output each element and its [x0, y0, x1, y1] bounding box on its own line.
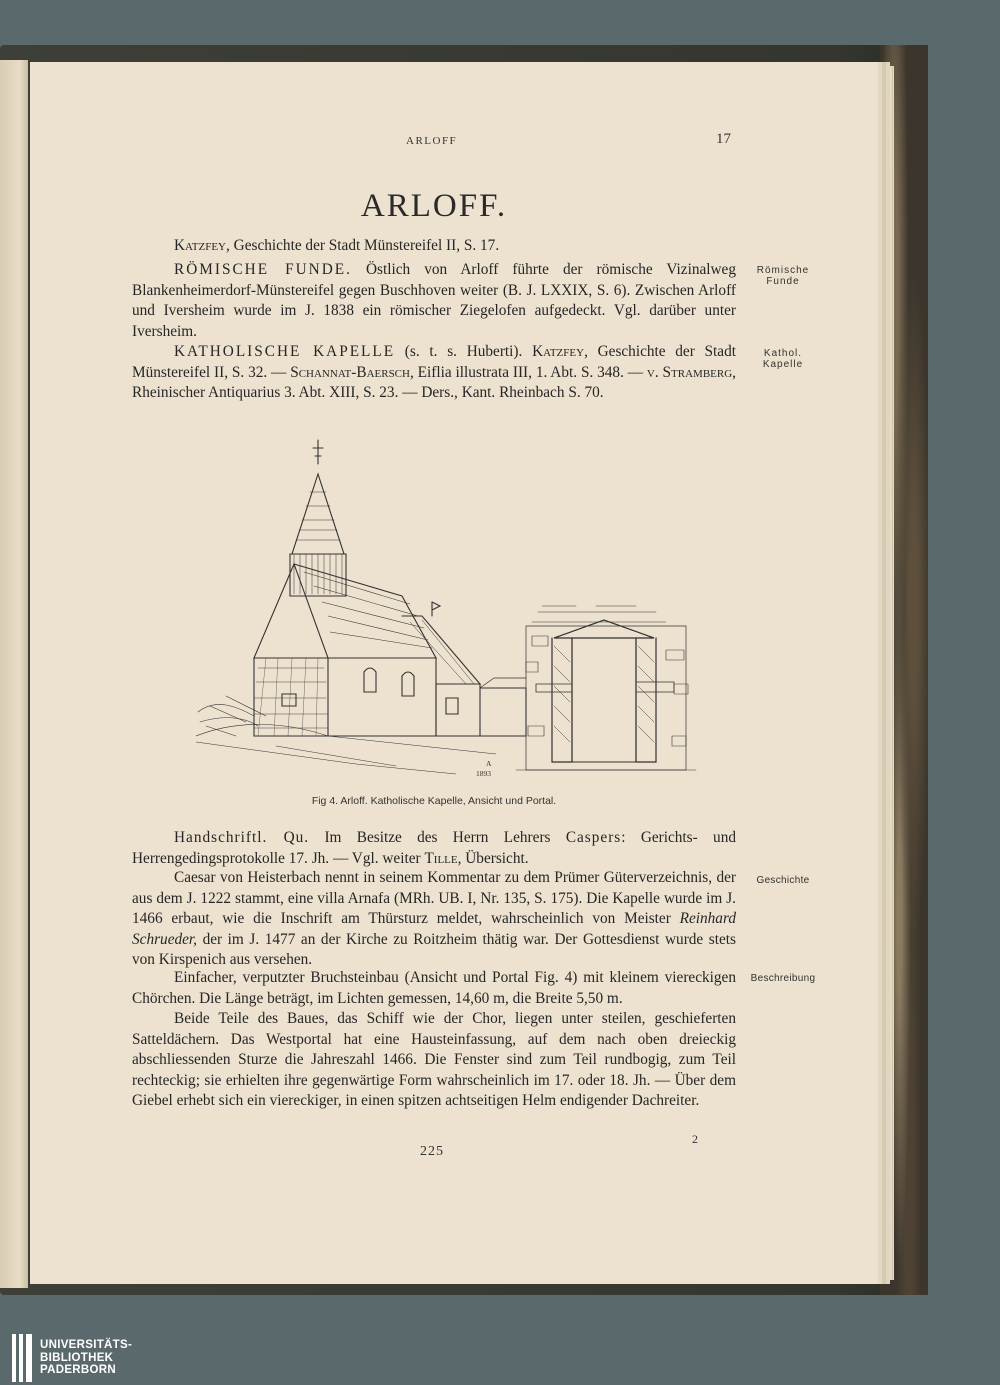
author-name: Schannat-Baersch — [290, 363, 410, 381]
margin-note-chapel — [752, 348, 814, 370]
chapel-view-drawing — [196, 440, 526, 774]
paragraph-roofs: Beide Teile des Baues, das Schiff wie der Chor, liegen unter steilen, geschieferten Satteldächern. Das Westportal hat eine Hausteinfassung, auf dem nach oben dreieckig abschliessenden Sturze die Jahreszahl 1466. Die Fenster sind zum Teil rundbogig, zum Teil rechteckig; sie erhielten ihre gegenwärtige Form wahrscheinlich im 17. oder 18. Jh. — Über dem Giebel erhebt sich ein viereckiger, in einen spitzen achtseitigen Helm endigender Dachreiter. — [132, 1010, 736, 1110]
margin-note-line: Kapelle — [762, 359, 804, 370]
margin-note-history: Geschichte — [756, 875, 810, 886]
paragraph-text: , Geschichte der Stadt Münstereifel II, S. 32. — — [132, 343, 736, 381]
paragraph-text: , Geschichte der Stadt Münstereifel II, S. 17. — [226, 237, 500, 254]
paragraph-text: (s. t. s. Huberti). — [395, 343, 533, 360]
author-name: Tille — [424, 849, 458, 867]
paragraph-bibliography — [132, 236, 736, 257]
section-lead: KATHOLISCHE KAPELLE — [174, 343, 396, 360]
margin-note-description: Beschreibung — [750, 973, 816, 984]
library-logo-icon — [12, 1334, 32, 1382]
paragraph-text: : Gerichts- und Herrengedingsprotokolle 17. Jh. — Vgl. weiter — [132, 829, 736, 867]
paragraph-description: Einfacher, verputzter Bruchsteinbau (Ansicht und Portal Fig. 4) mit kleinem viereckigen Chörchen. Die Länge beträgt, im Lichten gemessen, 14,60 m, die Breite 5,50 m. — [132, 969, 736, 1007]
chapel-illustration — [196, 436, 706, 781]
sheet-number: 225 — [420, 1144, 444, 1159]
margin-note-roman-finds — [752, 265, 814, 287]
figure-caption — [0, 795, 868, 807]
margin-note-line: Römische — [756, 265, 810, 276]
author-name: v. Stramberg — [646, 363, 733, 381]
paragraph-chapel-refs — [132, 342, 736, 404]
logo-line: UNIVERSITÄTS- — [40, 1339, 133, 1352]
paragraph-text: Im Besitze des Herrn Lehrers — [309, 829, 566, 846]
left-page-edge — [0, 60, 28, 1288]
author-name: Katzfey — [532, 343, 585, 360]
master-name: Reinhard Schrueder, — [132, 910, 736, 948]
library-logo — [12, 1334, 132, 1382]
running-title: ARLOFF — [406, 135, 458, 147]
paragraph-text: der im J. 1477 an der Kirche zu Roitzheim thätig war. Der Gottesdienst wurde stets von Kirspenich aus versehen. — [132, 930, 736, 969]
signature-mark: 2 — [692, 1132, 698, 1146]
paragraph-text: , Eiflia illustrata III, 1. Abt. S. 348. — — [409, 363, 647, 381]
paragraph-manuscripts — [132, 828, 736, 869]
page-title: ARLOFF. — [360, 188, 508, 224]
portal-drawing — [516, 606, 696, 770]
page-stack-edge — [878, 66, 894, 1280]
paragraph-text: , Übersicht. — [457, 849, 529, 867]
paragraph-text: Caesar von Heisterbach nennt in seinem Kommentar zu dem Prümer Güterverzeichnis, der aus dem J. 1222 stammt, eine villa Arnafa (MRh. UB. I, Nr. 135, S. 175). Die Kapelle wurde im J. 1466 erbaut, wie die Inschrift am Thürsturz meldet, wahrscheinlich von Meister — [132, 869, 736, 928]
paragraph-roman-finds — [132, 260, 736, 342]
page-number: 17 — [716, 131, 731, 147]
paragraph-text: Östlich von Arloff führte der römische Vizinalweg Blankenheimerdorf-Münstereifel gegen Buschhoven weiter (B. J. LXXIX, S. 6). Zwischen Arloff und Iversheim wurde im J. 1838 ein römischer Ziegelofen aufgedeckt. Vgl. darüber unter Iversheim. — [132, 261, 736, 340]
margin-note-line: Kathol. — [763, 348, 803, 359]
person-name: Caspers — [565, 829, 622, 846]
paragraph-text: , Rheinischer Antiquarius 3. Abt. XIII, S. 23. — Ders., Kant. Rheinbach S. 70. — [132, 363, 736, 402]
library-logo-text — [40, 1339, 132, 1377]
author-name: Katzfey — [174, 237, 226, 254]
logo-line: PADERBORN — [40, 1364, 116, 1377]
logo-line: BIBLIOTHEK — [40, 1351, 114, 1364]
caption-text: Katholische Kapelle, Ansicht und Portal. — [370, 795, 557, 807]
section-lead: RÖMISCHE FUNDE. — [174, 261, 352, 278]
section-lead: Handschriftl. Qu. — [174, 829, 310, 846]
artist-mark: A — [486, 759, 492, 768]
paragraph-history — [132, 868, 736, 971]
margin-note-line: Funde — [766, 276, 800, 287]
artist-year: 1893 — [476, 769, 491, 778]
caption-label: Fig 4. Arloff. — [311, 795, 371, 807]
